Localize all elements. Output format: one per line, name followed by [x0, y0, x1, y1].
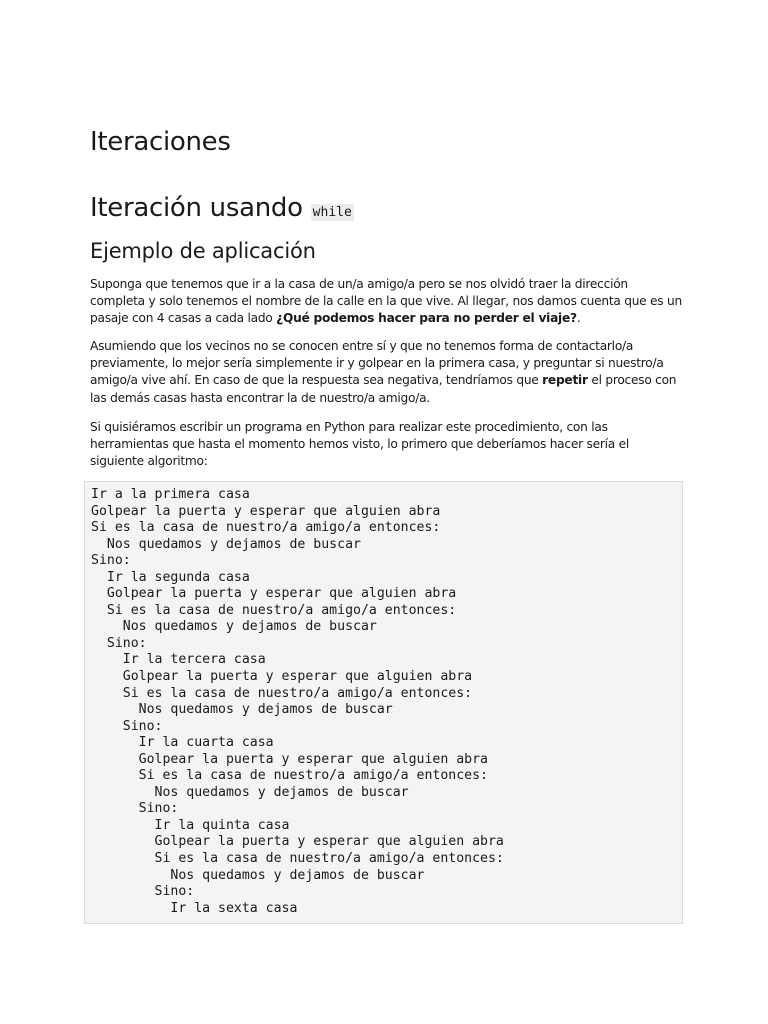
code-line: Ir la segunda casa: [91, 569, 250, 585]
code-line: Sino:: [91, 801, 179, 817]
section-heading: [90, 190, 354, 231]
paragraph-approach-text: Asumiendo que los vecinos no se conocen entre sí y que no tenemos forma de contactarlo/a previamente, lo mejor sería simplemente ir y golpear en la primera casa, y preguntar si nuestro/a amigo/a vive ahí. En caso de que la respuesta sea negativa, tendríamos que: [90, 339, 664, 388]
code-line: Si es la casa de nuestro/a amigo/a entonces:: [91, 768, 488, 784]
code-line: Ir la cuarta casa: [91, 735, 274, 751]
code-line: Golpear la puerta y esperar que alguien abra: [91, 503, 441, 519]
paragraph-approach-end: el proceso con las demás casas hasta encontrar la de nuestro/a amigo/a.: [90, 373, 677, 405]
code-line: Nos quedamos y dejamos de buscar: [91, 536, 361, 552]
code-line: Golpear la puerta y esperar que alguien abra: [91, 751, 488, 767]
code-line: Sino:: [91, 884, 195, 900]
section-heading-text: Iteración usando: [90, 193, 303, 223]
code-line: Ir la sexta casa: [91, 900, 298, 916]
paragraph-problem-end: .: [576, 311, 581, 326]
code-line: Ir la tercera casa: [91, 652, 266, 668]
paragraph-problem-text: Suponga que tenemos que ir a la casa de un/a amigo/a pero se nos olvidó traer la dirección completa y solo tenemos el nombre de la calle en la que vive. Al llegar, nos damos cuenta que es un pasaje con 4 casas a cada lado: [90, 277, 682, 326]
paragraph-approach: [90, 338, 684, 407]
code-line: Si es la casa de nuestro/a amigo/a entonces:: [91, 685, 473, 701]
code-line: Si es la casa de nuestro/a amigo/a entonces:: [91, 520, 441, 536]
code-line: Ir a la primera casa: [91, 487, 250, 502]
page-title: Iteraciones: [90, 127, 231, 157]
code-line: Nos quedamos y dejamos de buscar: [91, 784, 409, 800]
code-line: Nos quedamos y dejamos de buscar: [91, 867, 425, 883]
code-line: Golpear la puerta y esperar que alguien abra: [91, 586, 457, 602]
code-line: Si es la casa de nuestro/a amigo/a entonces:: [91, 602, 457, 618]
section-heading-keyword: while: [312, 205, 352, 220]
code-line: Nos quedamos y dejamos de buscar: [91, 619, 377, 635]
code-line: Ir la quinta casa: [91, 817, 290, 833]
code-line: Nos quedamos y dejamos de buscar: [91, 702, 393, 718]
code-block: [84, 481, 683, 924]
code-line: Sino:: [91, 553, 131, 569]
code-line: Sino:: [91, 635, 147, 651]
paragraph-approach-emphasis: repetir: [542, 373, 588, 388]
subsection-heading: Ejemplo de aplicación: [90, 239, 316, 263]
paragraph-algorithm-intro: Si quisiéramos escribir un programa en Python para realizar este procedimiento, con las herramientas que hasta el momento hemos visto, lo primero que deberíamos hacer sería el siguiente algoritmo:: [90, 420, 629, 469]
paragraph-problem-question: ¿Qué podemos hacer para no perder el viaje?: [276, 311, 577, 326]
code-content: [91, 487, 504, 917]
code-line: Golpear la puerta y esperar que alguien abra: [91, 834, 504, 850]
paragraph-problem: [90, 276, 684, 328]
code-line: Golpear la puerta y esperar que alguien abra: [91, 669, 473, 685]
code-line: Sino:: [91, 718, 163, 734]
code-line: Si es la casa de nuestro/a amigo/a entonces:: [91, 851, 504, 867]
